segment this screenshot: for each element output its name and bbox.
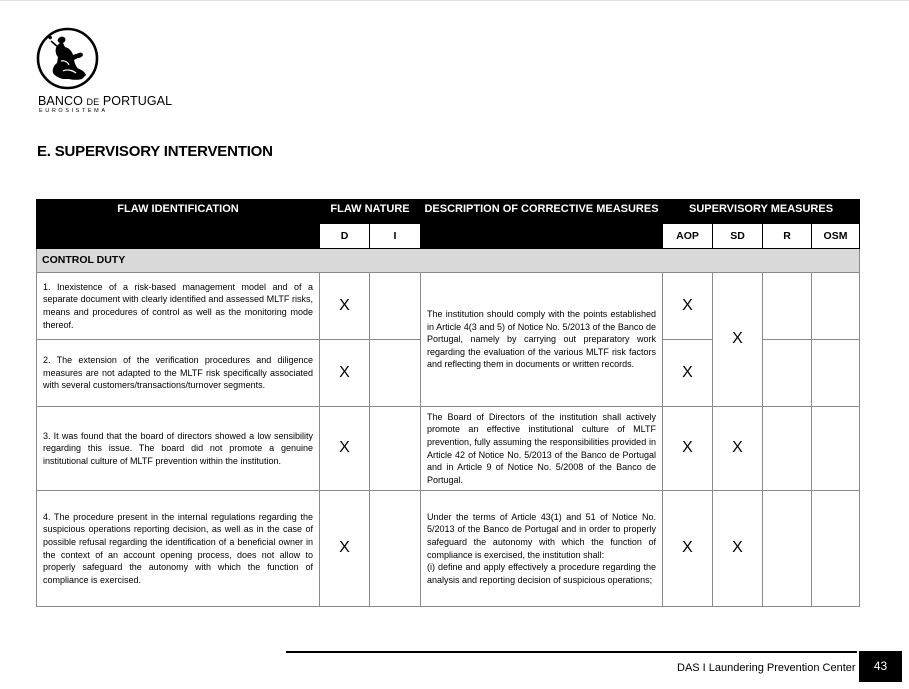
flaw-cell: 4. The procedure present in the internal regulations regarding the suspicious operations reporting decision, as well as in the case of possible refusal regarding the identification of a beneficial owner in the context of an account opening process, does not allow to properly safeguard the autonomy with which the function of compliance is exercised. [37, 491, 320, 607]
osm-cell [812, 273, 860, 340]
table-row [37, 407, 860, 491]
subheader-aop: AOP [663, 224, 713, 249]
table-row [37, 273, 860, 340]
banco-de-portugal-logo-icon [36, 27, 99, 90]
description-cell: Under the terms of Article 43(1) and 51 of Notice No. 5/2013 of the Banco de Portugal and in order to properly safeguard the autonomy with which the function of compliance is exercised, the institution shall: (i) define and apply effectively a procedure regarding the analysis and reporting decision of suspicious operations; [421, 491, 663, 607]
osm-cell [812, 340, 860, 407]
flaw-cell: 2. The extension of the verification procedures and diligence measures are not adapted to the MLTF risk specifically associated with several customers/transactions/turnover segments. [37, 340, 320, 407]
i-cell [370, 340, 421, 407]
flaw-cell: 3. It was found that the board of directors showed a low sensibility regarding this issue. The board did not promote a genuine institutional culture of MLTF prevention within the institution. [37, 407, 320, 491]
sd-mark: X [713, 491, 763, 607]
d-mark: X [320, 407, 370, 491]
d-mark: X [320, 273, 370, 340]
aop-mark: X [663, 407, 713, 491]
description-cell: The institution should comply with the points established in Article 4(3 and 5) of Notice No. 5/2013 of the Banco de Portugal, namely by carrying out preparatory work regarding the evaluation of the various MLTF risk factors and reflecting them in documents or written records. [421, 273, 663, 407]
i-cell [370, 273, 421, 340]
top-rule [0, 0, 909, 1]
aop-mark: X [663, 340, 713, 407]
aop-mark: X [663, 491, 713, 607]
r-cell [763, 407, 812, 491]
brand-name: BANCO DE PORTUGAL [38, 94, 173, 108]
footer-rule [286, 651, 857, 653]
header-flaw-identification: FLAW IDENTIFICATION [37, 200, 320, 249]
brand-subtitle: EUROSISTEMA [39, 108, 108, 114]
header-supervisory-measures: SUPERVISORY MEASURES [663, 200, 860, 224]
subheader-i: I [370, 224, 421, 249]
subheader-sd: SD [713, 224, 763, 249]
r-cell [763, 491, 812, 607]
subheader-d: D [320, 224, 370, 249]
sd-mark: X [713, 407, 763, 491]
flaw-cell: 1. Inexistence of a risk-based management model and of a separate document with clearly identified and assessed MLTF risks, means and procedures of control as well as the monitoring mode thereof. [37, 273, 320, 340]
sd-mark: X [713, 273, 763, 407]
i-cell [370, 491, 421, 607]
section-title: E. SUPERVISORY INTERVENTION [37, 143, 273, 160]
r-cell [763, 273, 812, 340]
header-flaw-nature: FLAW NATURE [320, 200, 421, 224]
page-number: 43 [859, 651, 902, 682]
r-cell [763, 340, 812, 407]
i-cell [370, 407, 421, 491]
d-mark: X [320, 340, 370, 407]
subheader-r: R [763, 224, 812, 249]
supervisory-intervention-table [36, 199, 860, 607]
aop-mark: X [663, 273, 713, 340]
d-mark: X [320, 491, 370, 607]
header-description: DESCRIPTION OF CORRECTIVE MEASURES [421, 200, 663, 249]
category-row: CONTROL DUTY [37, 249, 860, 273]
table-row [37, 491, 860, 607]
description-cell: The Board of Directors of the institution shall actively promote an effective institutional culture of MLTF prevention, fully assuming the responsibilities provided in Article 42 of Notice No. 5/2013 of the Banco de Portugal and in Article 9 of Notice No. 5/2008 of the Banco de Portugal. [421, 407, 663, 491]
footer-text: DAS I Laundering Prevention Center [677, 662, 856, 674]
osm-cell [812, 491, 860, 607]
subheader-osm: OSM [812, 224, 860, 249]
osm-cell [812, 407, 860, 491]
